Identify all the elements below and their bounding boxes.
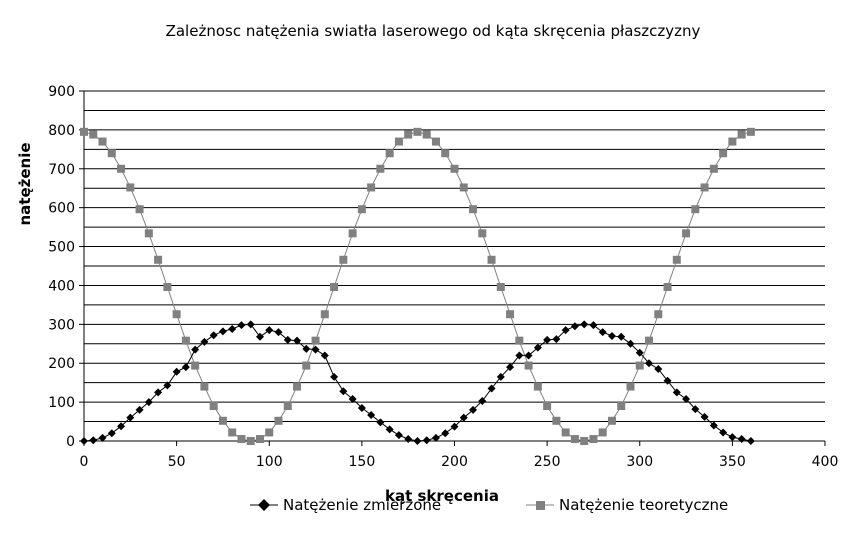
data-point (136, 205, 144, 213)
x-tick-label: 0 (79, 454, 89, 470)
data-point (349, 229, 357, 237)
data-point (599, 328, 607, 336)
legend-marker-theoretical (536, 501, 545, 510)
data-point (200, 383, 208, 391)
data-point (312, 337, 320, 345)
y-tick-label: 400 (48, 278, 75, 295)
data-point (719, 149, 727, 157)
x-tick-label: 50 (167, 454, 186, 470)
data-point (154, 256, 162, 264)
data-point (413, 128, 421, 136)
data-point (312, 346, 320, 354)
data-point (728, 433, 736, 441)
data-point (126, 183, 134, 191)
data-point (654, 310, 662, 318)
data-point (608, 332, 616, 340)
data-point (173, 368, 181, 376)
legend-label-measured: Natężenie zmierzone (283, 496, 442, 514)
x-tick-label: 350 (719, 454, 746, 470)
data-point (247, 320, 255, 328)
data-point (719, 428, 727, 436)
data-point (534, 383, 542, 391)
x-tick-label: 250 (533, 454, 561, 470)
data-point (701, 183, 709, 191)
data-point (589, 321, 597, 329)
data-point (302, 362, 310, 370)
data-point (191, 362, 199, 370)
y-tick-label: 600 (48, 200, 75, 217)
data-point (182, 363, 190, 371)
data-point (599, 428, 607, 436)
data-point (617, 402, 625, 410)
data-point (80, 437, 88, 445)
data-point (664, 283, 672, 291)
data-point (441, 429, 449, 437)
data-point (330, 283, 338, 291)
data-point (321, 310, 329, 318)
data-point (228, 325, 236, 333)
data-point (210, 402, 218, 410)
legend-marker-measured (258, 499, 270, 511)
data-point (515, 337, 523, 345)
series-line (84, 132, 751, 441)
data-point (219, 417, 227, 425)
data-point (478, 229, 486, 237)
data-point (571, 322, 579, 330)
data-point (395, 138, 403, 146)
data-point (99, 138, 107, 146)
y-tick-label: 800 (48, 122, 75, 139)
data-point (265, 428, 273, 436)
data-point (738, 435, 746, 443)
data-point (173, 310, 181, 318)
y-tick-label: 200 (48, 356, 75, 373)
x-tick-label: 300 (626, 454, 654, 470)
y-tick-labels (48, 84, 84, 450)
y-axis-title: natężenie (16, 142, 34, 226)
data-point (358, 205, 366, 213)
data-point (386, 425, 394, 433)
data-point (608, 417, 616, 425)
data-point (543, 402, 551, 410)
legend-item-measured (250, 496, 441, 514)
data-point (367, 183, 375, 191)
data-point (728, 138, 736, 146)
data-point (237, 435, 245, 443)
data-point (376, 165, 384, 173)
data-point (413, 437, 421, 445)
data-point (256, 435, 264, 443)
data-point (386, 149, 394, 157)
data-point (432, 138, 440, 146)
x-tick-label: 100 (255, 454, 283, 470)
data-point (451, 165, 459, 173)
series-theoretical (80, 128, 755, 445)
grid-lines (84, 91, 825, 422)
data-point (404, 131, 412, 139)
data-point (691, 205, 699, 213)
data-point (247, 437, 255, 445)
data-point (525, 362, 533, 370)
y-tick-label: 700 (48, 161, 75, 178)
data-point (182, 337, 190, 345)
data-point (617, 333, 625, 341)
y-tick-label: 500 (48, 239, 75, 256)
x-tick-label: 200 (441, 454, 468, 470)
data-point (673, 256, 681, 264)
y-tick-label: 300 (48, 317, 75, 334)
data-point (747, 437, 755, 445)
data-point (256, 333, 264, 341)
data-point (89, 436, 97, 444)
x-axis-title: kąt skręcenia (385, 487, 499, 505)
data-point (210, 331, 218, 339)
data-point (237, 321, 245, 329)
data-point (117, 165, 125, 173)
data-point (460, 183, 468, 191)
data-point (552, 417, 560, 425)
data-point (145, 229, 153, 237)
data-point (738, 131, 746, 139)
data-point (580, 320, 588, 328)
data-point (497, 283, 505, 291)
series-layer (80, 128, 755, 445)
y-tick-label: 900 (48, 84, 75, 100)
data-point (404, 435, 412, 443)
x-tick-label: 150 (348, 454, 376, 470)
data-point (423, 131, 431, 139)
data-point (80, 128, 88, 136)
data-point (589, 435, 597, 443)
data-point (562, 428, 570, 436)
data-point (265, 326, 273, 334)
data-point (228, 428, 236, 436)
data-point (469, 205, 477, 213)
data-point (163, 283, 171, 291)
data-point (293, 383, 301, 391)
legend-label-theoretical: Natężenie teoretyczne (559, 496, 729, 514)
data-point (395, 431, 403, 439)
data-point (580, 437, 588, 445)
data-point (275, 417, 283, 425)
data-point (682, 229, 690, 237)
data-point (423, 436, 431, 444)
data-point (506, 310, 514, 318)
data-point (339, 256, 347, 264)
x-tick-labels (80, 441, 839, 470)
data-point (219, 327, 227, 335)
data-point (747, 128, 755, 136)
x-tick-label: 400 (811, 454, 839, 470)
data-point (284, 402, 292, 410)
data-point (626, 383, 634, 391)
chart-title: Zależnosc natężenia swiatła laserowego od kąta skręcenia płaszczyzny (165, 22, 701, 40)
data-point (321, 351, 329, 359)
y-tick-label: 100 (48, 395, 75, 412)
data-point (710, 165, 718, 173)
data-point (571, 435, 579, 443)
y-tick-label: 0 (66, 434, 75, 450)
data-point (108, 429, 116, 437)
data-point (645, 337, 653, 345)
data-point (441, 149, 449, 157)
data-point (108, 149, 116, 157)
data-point (636, 362, 644, 370)
data-point (330, 373, 338, 381)
data-point (488, 256, 496, 264)
legend-item-theoretical (526, 496, 728, 514)
data-point (89, 131, 97, 139)
